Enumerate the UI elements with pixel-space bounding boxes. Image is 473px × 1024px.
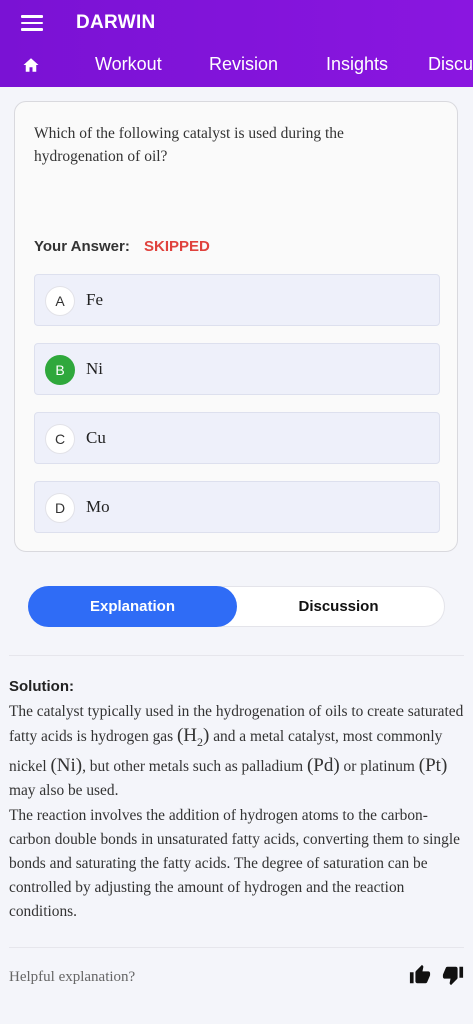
formula-pt: (Pt): [418, 755, 448, 777]
option-text: Cu: [86, 428, 106, 447]
option-letter: A: [45, 286, 75, 316]
nav-tabs: [0, 46, 473, 86]
app-title: DARWIN: [76, 12, 156, 33]
divider: [9, 947, 464, 948]
tab-revision[interactable]: Revision: [209, 54, 279, 74]
option-text: Ni: [86, 359, 103, 378]
solution-title: Solution:: [9, 678, 74, 695]
solution-text: or platinum: [339, 758, 419, 776]
divider: [9, 655, 464, 656]
solution-paragraph: The reaction involves the addition of hydrogen atoms to the carbon-carbon double bonds in unsaturated fatty acids, converting them to single bonds and saturating the fatty acids. The degree of saturation can be controlled by adjusting the amount of hydrogen and the reaction conditions.: [9, 806, 460, 921]
option-c[interactable]: [34, 412, 440, 464]
solution-paragraph: [9, 700, 464, 804]
home-icon[interactable]: [22, 56, 40, 74]
thumbs-up-icon[interactable]: [409, 964, 431, 986]
option-letter: C: [45, 424, 75, 454]
solution-text: and a metal catalyst, most commonly nickel: [9, 728, 443, 776]
option-text: Fe: [86, 290, 103, 309]
option-d[interactable]: [34, 481, 440, 533]
explanation-discussion-toggle: [28, 586, 445, 627]
your-answer-row: [34, 238, 210, 255]
solution-text: The catalyst typically used in the hydrogenation of oils to create saturated fatty acids is hydrogen gas: [9, 703, 464, 746]
menu-icon[interactable]: [21, 15, 43, 31]
tab-insights[interactable]: Insights: [326, 54, 389, 74]
app-bar: [0, 0, 473, 87]
formula-subscript: 2: [197, 735, 204, 749]
formula-pd: (Pd): [306, 755, 340, 777]
helpful-prompt: Helpful explanation?: [9, 969, 136, 985]
question-text: Which of the following catalyst is used during the hydrogenation of oil?: [34, 125, 344, 165]
discussion-tab[interactable]: Discussion: [298, 598, 379, 615]
formula-text: (H: [176, 725, 198, 747]
your-answer-value: SKIPPED: [144, 238, 210, 255]
formula-ni: (Ni): [50, 755, 83, 777]
question-card: [14, 101, 458, 552]
explanation-tab[interactable]: Explanation: [28, 586, 237, 627]
tab-workout[interactable]: Workout: [95, 54, 162, 74]
formula-h2: [176, 725, 210, 749]
option-text: Mo: [86, 497, 110, 516]
tab-discussion[interactable]: Discu: [428, 54, 473, 74]
option-a[interactable]: [34, 274, 440, 326]
formula-text: ): [203, 725, 210, 747]
option-letter: B: [45, 355, 75, 385]
option-b[interactable]: [34, 343, 440, 395]
solution-text: , but other metals such as palladium: [82, 758, 307, 776]
thumbs-down-icon[interactable]: [442, 964, 464, 986]
solution-body: [9, 700, 464, 925]
option-letter: D: [45, 493, 75, 523]
solution-text: may also be used.: [9, 782, 119, 800]
your-answer-label: Your Answer:: [34, 238, 130, 255]
